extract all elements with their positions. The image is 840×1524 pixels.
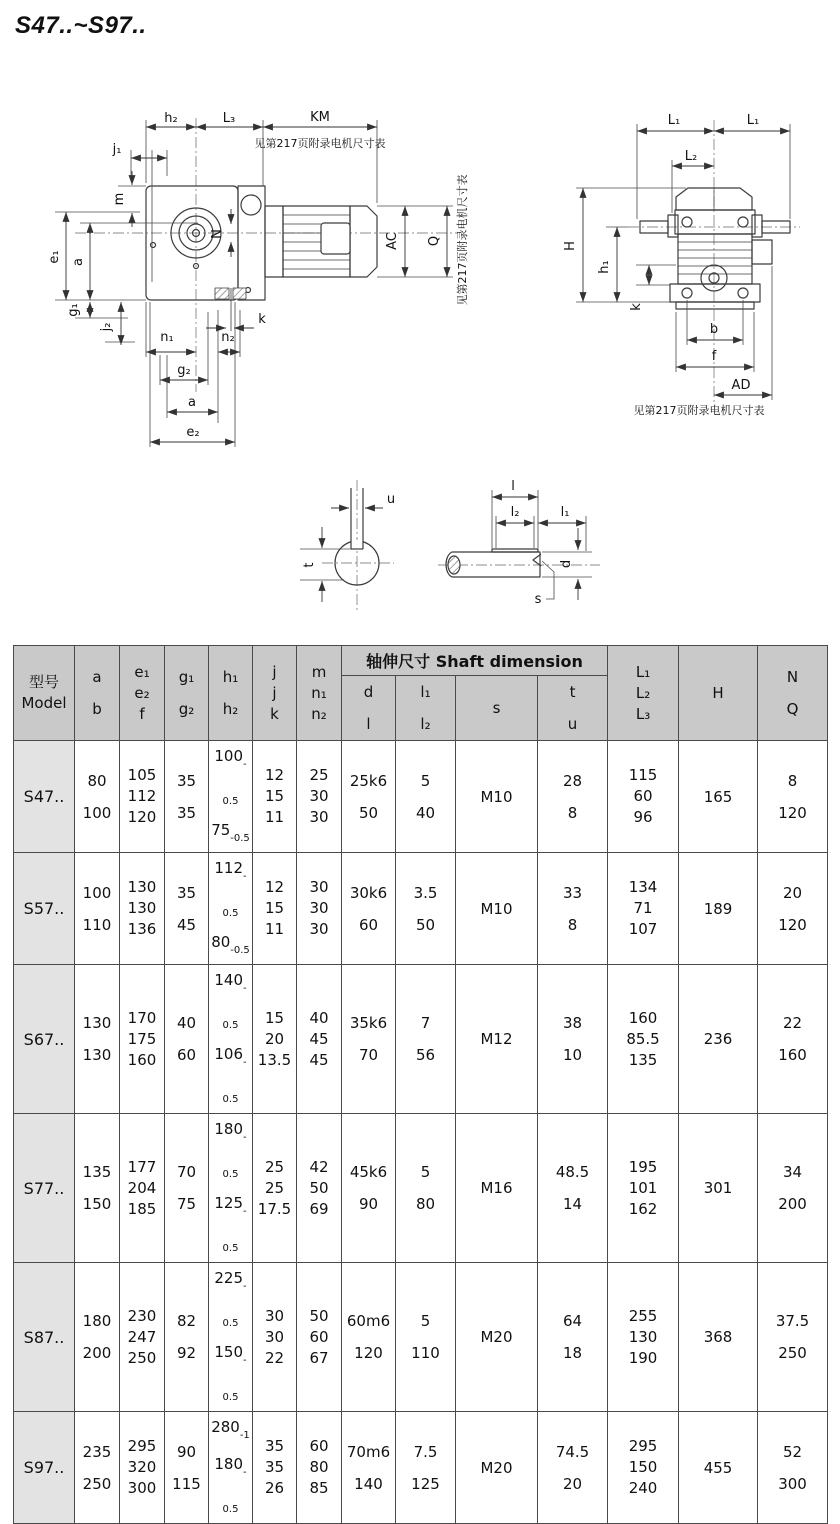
cell-lines: 70m6 140 (346, 1442, 391, 1493)
cell-mn (297, 741, 342, 853)
cell-lines: 25k6 50 (349, 771, 388, 822)
cell-ab (75, 853, 120, 965)
side-view-fins (678, 188, 752, 274)
dim-label-k-side: k (629, 303, 644, 311)
cell-lines: 37.5 250 (775, 1312, 810, 1362)
cell-jk (253, 965, 297, 1114)
header-tu (538, 676, 608, 741)
cell-lines: 35 45 (176, 883, 197, 934)
dim-label-e2: e₂ (186, 425, 200, 440)
cell-lines: 170 175 160 (127, 1008, 157, 1069)
side-view-dimension-lines (583, 131, 790, 395)
cell-H: 189 (679, 853, 758, 965)
cell-ef (120, 741, 165, 853)
cell-lines (209, 1263, 252, 1411)
cell-ab (75, 1412, 120, 1524)
cell-lines: 115 60 96 (628, 766, 658, 826)
cell-lines: 25 25 17.5 (257, 1157, 292, 1218)
dimension-table (13, 645, 828, 1524)
dim-label-f: f (711, 349, 717, 364)
cell-lines: 295 150 240 (628, 1437, 658, 1497)
header-l12 (396, 676, 456, 741)
cell-ab (75, 965, 120, 1114)
table-body (14, 741, 828, 1524)
cell-h (209, 965, 253, 1114)
tolerance-value: $125_{-0.5}$ (214, 1194, 247, 1254)
cell-lines: 82 92 (176, 1312, 197, 1362)
cell-lines: 30 30 22 (264, 1306, 285, 1367)
cell-lines: e₁ e₂ f (134, 662, 150, 723)
cell-dl (342, 741, 396, 853)
cell-h (209, 1114, 253, 1263)
cell-L (608, 1114, 679, 1263)
cell-dl (342, 965, 396, 1114)
dim-label-l2: l₂ (510, 505, 520, 520)
cell-ab (75, 741, 120, 853)
side-view-drawing (563, 113, 800, 417)
tolerance-value: $80_{-0.5}$ (211, 933, 250, 956)
dim-label-L3: L₃ (222, 111, 236, 126)
cell-l12 (396, 741, 456, 853)
cell-l12 (396, 965, 456, 1114)
cell-lines (209, 1412, 252, 1523)
cell-lines: 35 35 26 (264, 1437, 285, 1497)
keyway-detail-drawing (300, 480, 395, 610)
front-view-extension-lines (55, 120, 453, 447)
dim-label-h2: h₂ (164, 111, 178, 126)
cell-lines: 3.5 50 (413, 883, 438, 934)
cell-lines: 60 80 85 (309, 1437, 329, 1497)
cell-lines: 52 300 (778, 1442, 807, 1493)
cell-jk (253, 1114, 297, 1263)
cell-H: 368 (679, 1263, 758, 1412)
cell-mn (297, 853, 342, 965)
motor-note-vertical: 见第217页附录电机尺寸表 (456, 174, 469, 306)
cell-model: S47.. (14, 741, 75, 853)
cell-mn (297, 1412, 342, 1524)
cell-mn (297, 1114, 342, 1263)
cell-lines: 30 30 30 (309, 878, 329, 938)
dim-label-j2: j₂ (99, 322, 114, 332)
cell-lines: l₁ l₂ (420, 683, 431, 733)
cell-lines: 22 160 (778, 1014, 807, 1064)
cell-g (165, 741, 209, 853)
cell-lines: 180 200 (82, 1312, 112, 1362)
cell-lines: 15 20 13.5 (257, 1008, 292, 1069)
cell-h (209, 1412, 253, 1524)
cell-lines: 80 100 (82, 771, 112, 822)
cell-g (165, 1412, 209, 1524)
cell-lines: 35 35 (176, 771, 197, 822)
header-NQ (758, 646, 828, 741)
cell-lines: 34 200 (778, 1163, 807, 1213)
cell-jk (253, 853, 297, 965)
cell-lines: 135 150 (82, 1163, 112, 1213)
cell-dl (342, 1263, 396, 1412)
cell-lines: 100 110 (82, 883, 112, 934)
cell-NQ (758, 1263, 828, 1412)
cell-H: 301 (679, 1114, 758, 1263)
cell-H: 165 (679, 741, 758, 853)
dim-label-b: b (709, 322, 719, 337)
page-title: S47..~S97.. (15, 12, 147, 39)
cell-lines: 40 60 (176, 1014, 197, 1064)
cell-l12 (396, 853, 456, 965)
cell-lines: 48.5 14 (555, 1163, 590, 1213)
cell-tu (538, 1114, 608, 1263)
dim-label-a-horizontal: a (188, 395, 196, 410)
cell-NQ (758, 965, 828, 1114)
cell-ef (120, 965, 165, 1114)
cell-tu (538, 1412, 608, 1524)
header-H: H (679, 646, 758, 741)
tolerance-value: $140_{-0.5}$ (214, 971, 247, 1031)
cell-lines: 130 130 136 (127, 878, 157, 938)
table-row-s67 (14, 965, 828, 1114)
cell-dl (342, 853, 396, 965)
front-view-outline (146, 186, 377, 331)
cell-lines: 70 75 (176, 1163, 197, 1213)
cell-g (165, 853, 209, 965)
tolerance-value: $75_{-0.5}$ (211, 821, 250, 844)
table-header (14, 646, 828, 741)
cell-l12 (396, 1263, 456, 1412)
cell-lines: 5 80 (415, 1163, 436, 1213)
cell-L (608, 965, 679, 1114)
side-view-outline (640, 188, 790, 309)
dim-label-u: u (386, 492, 396, 507)
dim-label-e1: e₁ (47, 250, 62, 264)
cell-lines: 295 320 300 (127, 1437, 157, 1497)
cell-s: M20 (456, 1263, 538, 1412)
cell-lines: 45k6 90 (349, 1163, 388, 1213)
cell-lines: 25 30 30 (309, 766, 329, 826)
dim-label-a-vertical: a (71, 258, 86, 266)
dim-label-d: d (559, 559, 574, 569)
cell-l12 (396, 1412, 456, 1524)
cell-g (165, 1114, 209, 1263)
cell-model: S67.. (14, 965, 75, 1114)
dim-label-n1: n₁ (160, 330, 174, 345)
cell-lines: 28 8 (562, 771, 583, 822)
table-row-s97 (14, 1412, 828, 1524)
dim-label-h1: h₁ (597, 260, 612, 274)
cell-lines: 38 10 (562, 1014, 583, 1064)
dim-label-g2: g₂ (177, 363, 191, 378)
motor-note-side: 见第217页附录电机尺寸表 (633, 404, 765, 417)
header-s: s (456, 676, 538, 741)
cell-lines: g₁ g₂ (178, 668, 195, 718)
cell-lines: 7.5 125 (411, 1442, 440, 1493)
cell-lines: 60m6 120 (346, 1312, 391, 1362)
dim-label-n2: n₂ (221, 330, 235, 345)
header-ab (75, 646, 120, 741)
front-view-drawing (47, 110, 469, 447)
cell-ef (120, 1263, 165, 1412)
dim-label-m: m (112, 192, 127, 206)
dim-label-Q: Q (427, 235, 442, 247)
cell-tu (538, 965, 608, 1114)
cell-lines: 230 247 250 (127, 1306, 157, 1367)
cell-lines: 5 40 (415, 771, 436, 822)
cell-NQ (758, 853, 828, 965)
table-row-s57 (14, 853, 828, 965)
cell-h (209, 853, 253, 965)
cell-lines: 64 18 (562, 1312, 583, 1362)
cell-lines: d l (363, 683, 374, 733)
cell-lines (209, 741, 252, 852)
cell-s: M16 (456, 1114, 538, 1263)
cell-lines: N Q (786, 668, 799, 718)
cell-tu (538, 1263, 608, 1412)
dim-label-AC: AC (385, 232, 400, 250)
cell-lines: 12 15 11 (264, 766, 285, 826)
shaft-end-detail-drawing (438, 479, 600, 607)
cell-lines: 74.5 20 (555, 1442, 590, 1493)
header-row-1 (14, 646, 828, 676)
cell-lines: 134 71 107 (628, 878, 658, 938)
cell-tu (538, 853, 608, 965)
tolerance-value: $112_{-0.5}$ (214, 859, 247, 919)
dim-label-l: l (511, 479, 515, 494)
cell-lines: 177 204 185 (127, 1157, 157, 1218)
cell-lines (209, 853, 252, 964)
dim-label-k: k (258, 312, 266, 327)
cell-model: S97.. (14, 1412, 75, 1524)
cell-ab (75, 1263, 120, 1412)
dim-label-L2: L₂ (684, 149, 698, 164)
cell-lines: 105 112 120 (127, 766, 157, 826)
cell-lines: 90 115 (172, 1442, 201, 1493)
cell-lines (209, 965, 252, 1113)
cell-NQ (758, 1114, 828, 1263)
cell-L (608, 1412, 679, 1524)
cell-lines: 型号 Model (21, 673, 67, 712)
cell-lines: 50 60 67 (309, 1306, 329, 1367)
cell-lines: 8 120 (778, 771, 807, 822)
cell-g (165, 965, 209, 1114)
keyway-slot-mask (351, 540, 363, 549)
cell-lines: 7 56 (415, 1014, 436, 1064)
cell-ab (75, 1114, 120, 1263)
cell-lines: 12 15 11 (264, 878, 285, 938)
cell-s: M10 (456, 853, 538, 965)
header-model (14, 646, 75, 741)
table-row-s47 (14, 741, 828, 853)
cell-ef (120, 853, 165, 965)
dim-label-t: t (302, 562, 317, 568)
cell-lines: 40 45 45 (309, 1008, 329, 1069)
dim-label-s: s (534, 592, 542, 607)
keyway-dimension-lines (322, 508, 383, 602)
cell-s: M10 (456, 741, 538, 853)
table-row-s87 (14, 1263, 828, 1412)
tolerance-value: $106_{-0.5}$ (214, 1045, 247, 1105)
technical-drawings (0, 0, 840, 645)
dim-label-N: N (210, 229, 225, 239)
cell-lines: j j k (270, 662, 279, 723)
cell-lines: 20 120 (778, 883, 807, 934)
cell-jk (253, 741, 297, 853)
cell-s: M20 (456, 1412, 538, 1524)
cell-lines: 35k6 70 (349, 1014, 388, 1064)
cell-lines: 30k6 60 (349, 883, 388, 934)
table-row-s77 (14, 1114, 828, 1263)
tolerance-value: $180_{-0.5}$ (214, 1120, 247, 1180)
tolerance-value: $280_{-1}$ (211, 1418, 250, 1441)
header-ef (120, 646, 165, 741)
header-dl (342, 676, 396, 741)
header-shaft-dimension: 轴伸尺寸 Shaft dimension (342, 646, 608, 676)
cell-ef (120, 1114, 165, 1263)
cell-model: S57.. (14, 853, 75, 965)
header-L (608, 646, 679, 741)
cell-dl (342, 1114, 396, 1263)
cell-lines (209, 1114, 252, 1262)
cell-s: M12 (456, 965, 538, 1114)
cell-ef (120, 1412, 165, 1524)
cell-lines: h₁ h₂ (222, 668, 239, 718)
cell-lines: t u (567, 683, 578, 733)
cell-lines: m n₁ n₂ (311, 662, 327, 723)
cell-lines: 160 85.5 135 (626, 1008, 660, 1069)
cell-H: 236 (679, 965, 758, 1114)
cell-lines: 33 8 (562, 883, 583, 934)
cell-mn (297, 1263, 342, 1412)
cell-lines: 195 101 162 (628, 1157, 658, 1218)
dim-label-L1-right: L₁ (746, 113, 760, 128)
cell-jk (253, 1412, 297, 1524)
tolerance-value: $100_{-0.5}$ (214, 747, 247, 807)
header-jk (253, 646, 297, 741)
cell-model: S77.. (14, 1114, 75, 1263)
cell-L (608, 853, 679, 965)
cell-lines: L₁ L₂ L₃ (635, 662, 651, 723)
header-mn (297, 646, 342, 741)
tolerance-value: $225_{-0.5}$ (214, 1269, 247, 1329)
cell-L (608, 741, 679, 853)
motor-note-top: 见第217页附录电机尺寸表 (254, 137, 386, 150)
front-view-dimension-lines (66, 127, 447, 442)
cell-l12 (396, 1114, 456, 1263)
dim-label-g1: g₁ (66, 303, 81, 317)
front-view-centerlines (75, 118, 458, 392)
cell-lines: 235 250 (82, 1442, 112, 1493)
cell-NQ (758, 1412, 828, 1524)
cell-lines: a b (92, 668, 102, 718)
cell-lines: 255 130 190 (628, 1306, 658, 1367)
tolerance-value: $150_{-0.5}$ (214, 1343, 247, 1403)
tolerance-value: $180_{-0.5}$ (214, 1455, 247, 1515)
cell-lines: 42 50 69 (309, 1157, 329, 1218)
cell-g (165, 1263, 209, 1412)
cell-NQ (758, 741, 828, 853)
dim-label-L1-left: L₁ (667, 113, 681, 128)
cell-lines: 5 110 (411, 1312, 440, 1362)
cell-h (209, 741, 253, 853)
dim-label-AD: AD (731, 378, 751, 393)
dim-label-l1: l₁ (560, 505, 570, 520)
header-h (209, 646, 253, 741)
cell-jk (253, 1263, 297, 1412)
cell-h (209, 1263, 253, 1412)
cell-L (608, 1263, 679, 1412)
cell-dl (342, 1412, 396, 1524)
dim-label-KM: KM (310, 110, 330, 125)
shaft-extension-lines (492, 490, 592, 599)
header-g (165, 646, 209, 741)
shaft-outline (446, 549, 541, 577)
cell-lines: 130 130 (82, 1014, 112, 1064)
cell-model: S87.. (14, 1263, 75, 1412)
cell-mn (297, 965, 342, 1114)
dim-label-j1: j₁ (112, 142, 122, 157)
dim-label-H: H (563, 241, 578, 251)
cell-H: 455 (679, 1412, 758, 1524)
cell-tu (538, 741, 608, 853)
